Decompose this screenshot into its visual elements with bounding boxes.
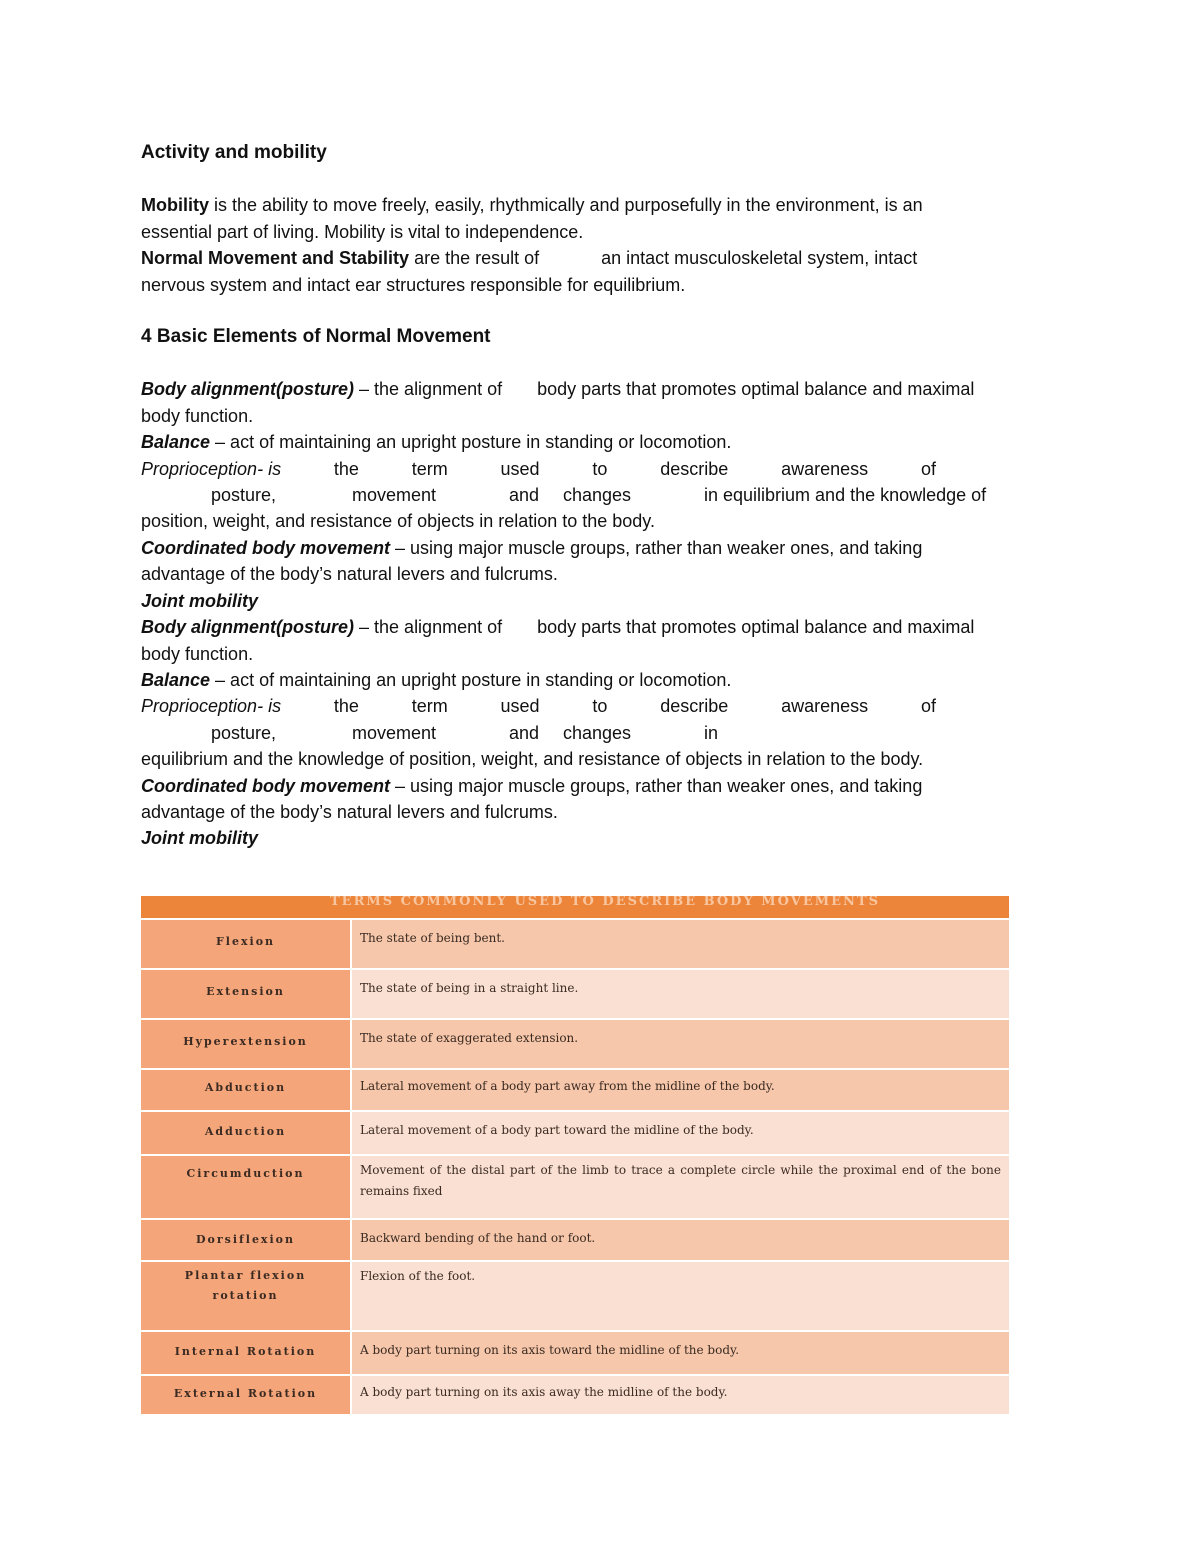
proprioception-line1 bbox=[141, 693, 936, 719]
proprioception-line2 bbox=[141, 720, 1061, 746]
proprioception-word: of bbox=[920, 458, 936, 479]
proprioception-word: in equilibrium and the knowledge of bbox=[704, 485, 987, 506]
proprioception-line3: position, weight, and resistance of objects in relation to the body. bbox=[141, 511, 655, 532]
proprioception-word: movement bbox=[352, 722, 437, 743]
body-alignment-line2: body function. bbox=[141, 643, 254, 664]
table-term: Adduction bbox=[141, 1112, 352, 1154]
proprioception-word: the bbox=[333, 696, 359, 717]
proprioception-word: used bbox=[500, 458, 540, 479]
coordinated-movement-line2: advantage of the body’s natural levers and fulcrums. bbox=[141, 801, 558, 822]
balance-def: – act of maintaining an upright posture in standing or locomotion. bbox=[210, 669, 732, 690]
table-definition: The state of being bent. bbox=[352, 920, 1009, 968]
table-term: External Rotation bbox=[141, 1376, 352, 1414]
document-page bbox=[141, 140, 1061, 852]
body-alignment-def-a: – the alignment of bbox=[354, 617, 503, 638]
body-alignment-term: Body alignment(posture) bbox=[141, 379, 355, 400]
proprioception-line3: equilibrium and the knowledge of position, weight, and resistance of objects in relation to the body. bbox=[141, 749, 924, 770]
balance-def: – act of maintaining an upright posture in standing or locomotion. bbox=[210, 432, 732, 453]
proprioception-word: posture, bbox=[211, 722, 277, 743]
table-row bbox=[141, 1330, 1009, 1374]
body-alignment-term: Body alignment(posture) bbox=[141, 617, 355, 638]
document-title: Activity and mobility bbox=[141, 142, 327, 163]
table-term: Extension bbox=[141, 970, 352, 1018]
table-term: Plantar flexion rotation bbox=[141, 1262, 352, 1330]
proprioception-word: in bbox=[704, 722, 719, 743]
table-definition: Backward bending of the hand or foot. bbox=[352, 1220, 1009, 1260]
proprioception-word: to bbox=[592, 458, 608, 479]
table-definition: Lateral movement of a body part toward the midline of the body. bbox=[352, 1112, 1009, 1154]
stability-def-b: an intact musculoskeletal system, intact bbox=[601, 248, 918, 269]
proprioception-word: and bbox=[509, 722, 540, 743]
table-row bbox=[141, 1110, 1009, 1154]
table-definition: Lateral movement of a body part away from the midline of the body. bbox=[352, 1070, 1009, 1110]
proprioception-word: of bbox=[920, 696, 936, 717]
body-alignment-definition bbox=[141, 376, 1061, 402]
table-row bbox=[141, 1260, 1009, 1330]
coordinated-movement-def: – using major muscle groups, rather than weaker ones, and taking bbox=[390, 775, 923, 796]
table-row bbox=[141, 1154, 1009, 1218]
body-movements-table bbox=[141, 896, 1009, 1405]
balance-term: Balance bbox=[141, 669, 211, 690]
table-term: Abduction bbox=[141, 1070, 352, 1110]
proprioception-word: describe bbox=[660, 696, 729, 717]
proprioception-word: movement bbox=[352, 485, 437, 506]
proprioception-word: posture, bbox=[211, 485, 277, 506]
stability-def-line2: nervous system and intact ear structures responsible for equilibrium. bbox=[141, 274, 686, 295]
table-row bbox=[141, 968, 1009, 1018]
body-alignment-def-b: body parts that promotes optimal balance and maximal bbox=[537, 379, 975, 400]
table-definition: A body part turning on its axis away the midline of the body. bbox=[352, 1376, 1009, 1414]
table-term: Internal Rotation bbox=[141, 1332, 352, 1374]
mobility-def-line1: is the ability to move freely, easily, rhythmically and purposefully in the environment, is an bbox=[209, 195, 923, 216]
coordinated-movement-definition bbox=[141, 773, 1061, 799]
coordinated-movement-def: – using major muscle groups, rather than weaker ones, and taking bbox=[390, 537, 923, 558]
table-term: Hyperextension bbox=[141, 1020, 352, 1068]
proprioception-word: awareness bbox=[781, 458, 869, 479]
stability-term: Normal Movement and Stability bbox=[141, 248, 410, 269]
table-row bbox=[141, 1018, 1009, 1068]
proprioception-word: awareness bbox=[781, 696, 869, 717]
table-row bbox=[141, 918, 1009, 968]
table-definition: Flexion of the foot. bbox=[352, 1262, 1009, 1330]
proprioception-line1 bbox=[141, 456, 936, 482]
joint-mobility: Joint mobility bbox=[141, 590, 258, 611]
proprioception-word: changes bbox=[563, 722, 632, 743]
body-alignment-def-a: – the alignment of bbox=[354, 379, 503, 400]
proprioception-word: term bbox=[411, 458, 448, 479]
body-alignment-def-b: body parts that promotes optimal balance and maximal bbox=[537, 617, 975, 638]
mobility-term: Mobility bbox=[141, 195, 209, 216]
proprioception-line2 bbox=[141, 482, 1061, 508]
coordinated-movement-line2: advantage of the body’s natural levers and fulcrums. bbox=[141, 564, 558, 585]
coordinated-movement-term: Coordinated body movement bbox=[141, 775, 391, 796]
table-row bbox=[141, 1374, 1009, 1414]
table-row bbox=[141, 1218, 1009, 1260]
table-definition: The state of exaggerated extension. bbox=[352, 1020, 1009, 1068]
coordinated-movement-term: Coordinated body movement bbox=[141, 537, 391, 558]
mobility-definition bbox=[141, 192, 1061, 218]
balance-definition bbox=[141, 667, 1061, 693]
body-alignment-definition bbox=[141, 614, 1061, 640]
proprioception-word: used bbox=[500, 696, 540, 717]
proprioception-word: Proprioception- is bbox=[141, 696, 282, 717]
body-alignment-line2: body function. bbox=[141, 405, 254, 426]
balance-definition bbox=[141, 429, 1061, 455]
proprioception-word: term bbox=[411, 696, 448, 717]
table-title: TERMS COMMONLY USED TO DESCRIBE BODY MOVEMENTS bbox=[141, 896, 1009, 918]
table-term: Circumduction bbox=[141, 1156, 352, 1218]
proprioception-word: describe bbox=[660, 458, 729, 479]
proprioception-word: changes bbox=[563, 485, 632, 506]
stability-def-a: are the result of bbox=[409, 248, 540, 269]
coordinated-movement-definition bbox=[141, 535, 1061, 561]
table-definition: A body part turning on its axis toward the midline of the body. bbox=[352, 1332, 1009, 1374]
balance-term: Balance bbox=[141, 432, 211, 453]
elements-heading: 4 Basic Elements of Normal Movement bbox=[141, 326, 491, 348]
mobility-def-line2: essential part of living. Mobility is vital to independence. bbox=[141, 221, 584, 242]
proprioception-word: Proprioception- is bbox=[141, 458, 282, 479]
table-row bbox=[141, 1068, 1009, 1110]
table-definition: Movement of the distal part of the limb to trace a complete circle while the proximal end of the bone remains fixed bbox=[352, 1156, 1009, 1218]
joint-mobility: Joint mobility bbox=[141, 828, 258, 849]
table-definition: The state of being in a straight line. bbox=[352, 970, 1009, 1018]
table-term: Flexion bbox=[141, 920, 352, 968]
stability-definition bbox=[141, 245, 1061, 271]
proprioception-word: the bbox=[333, 458, 359, 479]
proprioception-word: to bbox=[592, 696, 608, 717]
proprioception-word: and bbox=[509, 485, 540, 506]
table-term: Dorsiflexion bbox=[141, 1220, 352, 1260]
